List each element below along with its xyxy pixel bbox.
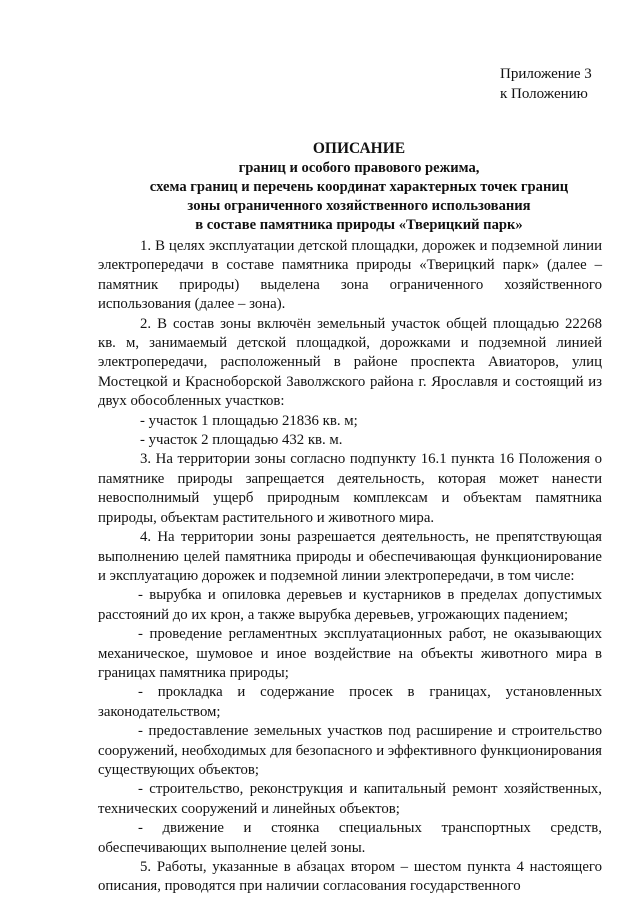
paragraph-4-item-3: - прокладка и содержание просек в границах, установленных законодательством; (98, 684, 602, 720)
paragraph-3: 3. На территории зоны согласно подпункту 16.1 пункта 16 Положения о памятнике природы запрещается деятельность, которая может нанести невосполнимый ущерб природным комплексам и объектам памятника природы, объектам растительного и животного мира. (98, 451, 602, 526)
heading-line-3: зоны ограниченного хозяйственного использования (187, 198, 531, 214)
appendix-line-1: Приложение 3 (500, 66, 592, 82)
document-body (98, 237, 602, 897)
paragraph-4-item-4: - предоставление земельных участков под расширение и строительство сооружений, необходимых для безопасного и эффективного функционирования существующих объектов; (98, 723, 602, 778)
heading-line-4: в составе памятника природы «Тверицкий парк» (195, 217, 523, 233)
heading-line-2: схема границ и перечень координат характерных точек границ (149, 179, 569, 195)
paragraph-2: 2. В состав зоны включён земельный участок общей площадью 22268 кв. м, занимаемый детской площадкой, дорожками и подземной линией электропередачи, расположенный в районе проспекта Авиаторов, улиц Мостецкой и Красноборской Заволжского района г. Ярославля и состоящий из двух обособленных участков: (98, 315, 602, 410)
paragraph-4-item-1: - вырубка и опиловка деревьев и кустарников в пределах допустимых расстояний до их крон, а также вырубка деревьев, угрожающих падением; (98, 587, 602, 623)
document-title: ОПИСАНИЕ (312, 140, 406, 157)
paragraph-4-item-6: - движение и стоянка специальных транспортных средств, обеспечивающих выполнение целей зоны. (98, 820, 602, 856)
appendix-reference (500, 64, 592, 104)
paragraph-5: 5. Работы, указанные в абзацах втором – шестом пункта 4 настоящего описания, проводятся при наличии согласования государственного (98, 859, 602, 895)
paragraph-4: 4. На территории зоны разрешается деятельность, не препятствующая выполнению целей памятника природы и обеспечивающая функционирование и эксплуатацию дорожек и подземной линии электропередачи, в том числе: (98, 529, 602, 584)
heading-line-1: границ и особого правового режима, (238, 160, 480, 176)
paragraph-4-item-5: - строительство, реконструкция и капитальный ремонт хозяйственных, технических сооружений и линейных объектов; (98, 781, 602, 817)
appendix-line-2: к Положению (500, 86, 588, 102)
document-heading (96, 139, 622, 235)
paragraph-2-item-2: - участок 2 площадью 432 кв. м. (140, 432, 343, 449)
paragraph-4-item-2: - проведение регламентных эксплуатационных работ, не оказывающих механическое, шумовое и иное воздействие на объекты животного мира в границах памятника природы; (98, 626, 602, 681)
paragraph-1: 1. В целях эксплуатации детской площадки, дорожек и подземной линии электропередачи в составе памятника природы «Тверицкий парк» (далее – памятник природы) выделена зона ограниченного хозяйственного использования (далее – зона). (98, 238, 602, 313)
paragraph-2-item-1: - участок 1 площадью 21836 кв. м; (140, 412, 358, 429)
